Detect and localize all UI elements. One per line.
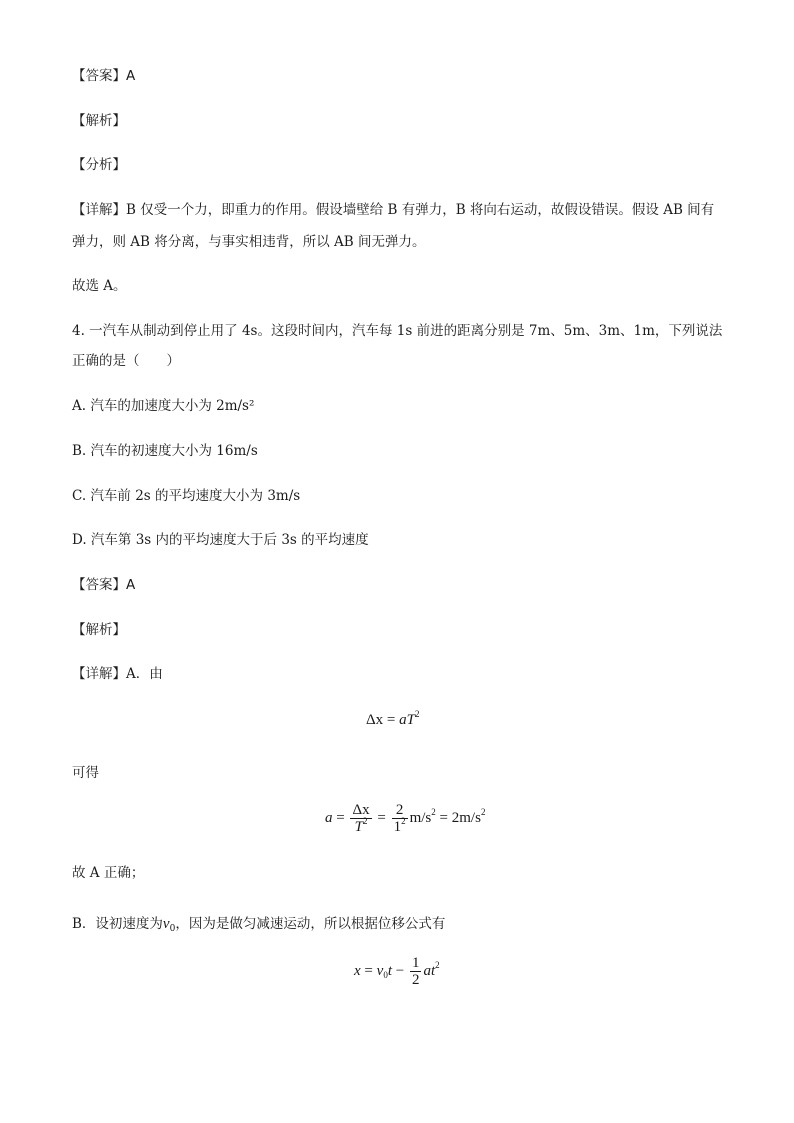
- answer-label-1: 【答案】A: [72, 68, 136, 84]
- choose-answer-1: 故选 A。: [72, 278, 127, 294]
- detail-1-line-2: 弹力，则 AB 将分离，与事实相违背，所以 AB 间无弹力。: [72, 234, 426, 250]
- detail-1-line-1: 【详解】B 仅受一个力，即重力的作用。假设墙壁给 B 有弹力，B 将向右运动，故假设错误。假设 AB 间有: [72, 202, 715, 218]
- question-4-line-1: 4. 一汽车从制动到停止用了 4s。这段时间内，汽车每 1s 前进的距离分别是 7m、5m、3m、1m，下列说法: [72, 323, 723, 339]
- option-c: C. 汽车前 2s 的平均速度大小为 3m/s: [72, 488, 301, 504]
- detail-2-heading: 【详解】A．由: [72, 666, 163, 682]
- question-4-line-2: 正确的是（ ）: [72, 353, 180, 369]
- equation-displacement: $x = v_0t$ − $\frac{1}{2}$ $at^2$: [354, 955, 440, 988]
- equation-delta-x: $\Delta x = aT^2$: [366, 709, 420, 728]
- analysis-label-1: 【解析】: [72, 113, 126, 129]
- option-b: B. 汽车的初速度大小为 16m/s: [72, 443, 258, 459]
- answer-label-2: 【答案】A: [72, 577, 136, 593]
- analysis-label-2: 【解析】: [72, 622, 126, 638]
- option-d: D. 汽车第 3s 内的平均速度大于后 3s 的平均速度: [72, 532, 369, 548]
- equation-acceleration: a = $\frac{\Delta x}{T^2}$ = $\frac{2}{1^2}$ $m/s^2 = 2m/s^2$: [325, 802, 486, 835]
- fenxi-label-1: 【分析】: [72, 157, 126, 173]
- option-a: A. 汽车的加速度大小为 2m/s²: [72, 398, 255, 414]
- kede-text: 可得: [72, 765, 99, 781]
- b-analysis-line: B．设初速度为$v_0$，因为是做匀减速运动，所以根据位移公式有: [72, 916, 446, 934]
- a-correct-text: 故 A 正确；: [72, 865, 145, 881]
